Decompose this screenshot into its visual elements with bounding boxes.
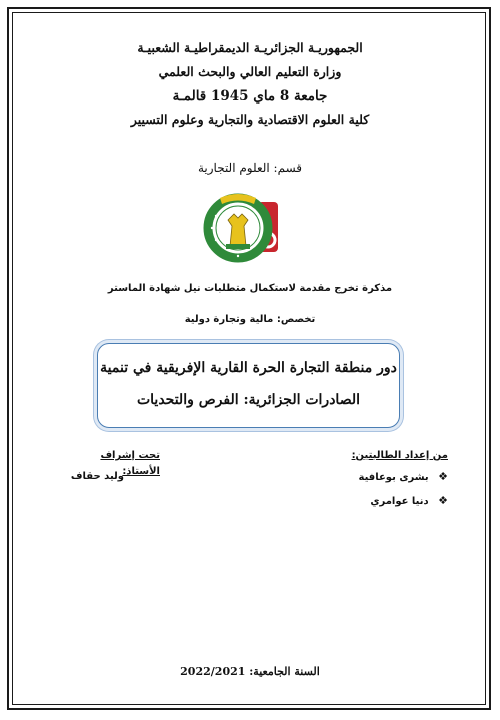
ministry-name: وزارة التعليم العالي والبحث العلمي [158, 64, 342, 79]
institution-header [20, 36, 480, 132]
student-name: دنيا عوامري [370, 496, 429, 507]
thesis-title-line-2: الصادرات الجزائرية: الفرص والتحديات [136, 392, 360, 408]
department-name: قسم: العلوم التجارية [197, 161, 303, 175]
thesis-title-line-1: دور منطقة التجارة الحرة القارية الإفريقية في تنمية [100, 360, 397, 376]
thesis-title-box [97, 343, 400, 428]
academic-year: السنة الجامعية: 2022/2021 [180, 665, 320, 678]
supervisor-section [60, 448, 160, 488]
university-name: جامعة 8 ماي 1945 قالمـة [172, 88, 328, 104]
student-item [308, 466, 448, 488]
diamond-bullet-icon: ❖ [438, 470, 448, 483]
diamond-bullet-icon: ❖ [438, 494, 448, 507]
supervisor-name: وليد حقاف [70, 471, 124, 482]
student-name: بشرى بوعافية [358, 472, 429, 483]
faculty-name: كلية العلوم الاقتصادية والتجارية وعلوم التسيير [130, 112, 370, 127]
specialty-label: تخصص: مالية وتجارة دولية [184, 314, 316, 325]
students-heading: من إعداد الطالبتين: [351, 450, 448, 461]
students-section [308, 448, 448, 512]
republic-name: الجمهوريـة الجزائريـة الديمقراطيـة الشعبيـة [137, 40, 363, 55]
supervisor-heading: تحت إشراف الأستاذ: [100, 450, 160, 477]
memo-description: مذكرة تخرج مقدمة لاستكمال متطلبات نيل شهادة الماستر [107, 283, 393, 294]
university-logo-icon [196, 186, 292, 268]
student-item [308, 490, 448, 512]
